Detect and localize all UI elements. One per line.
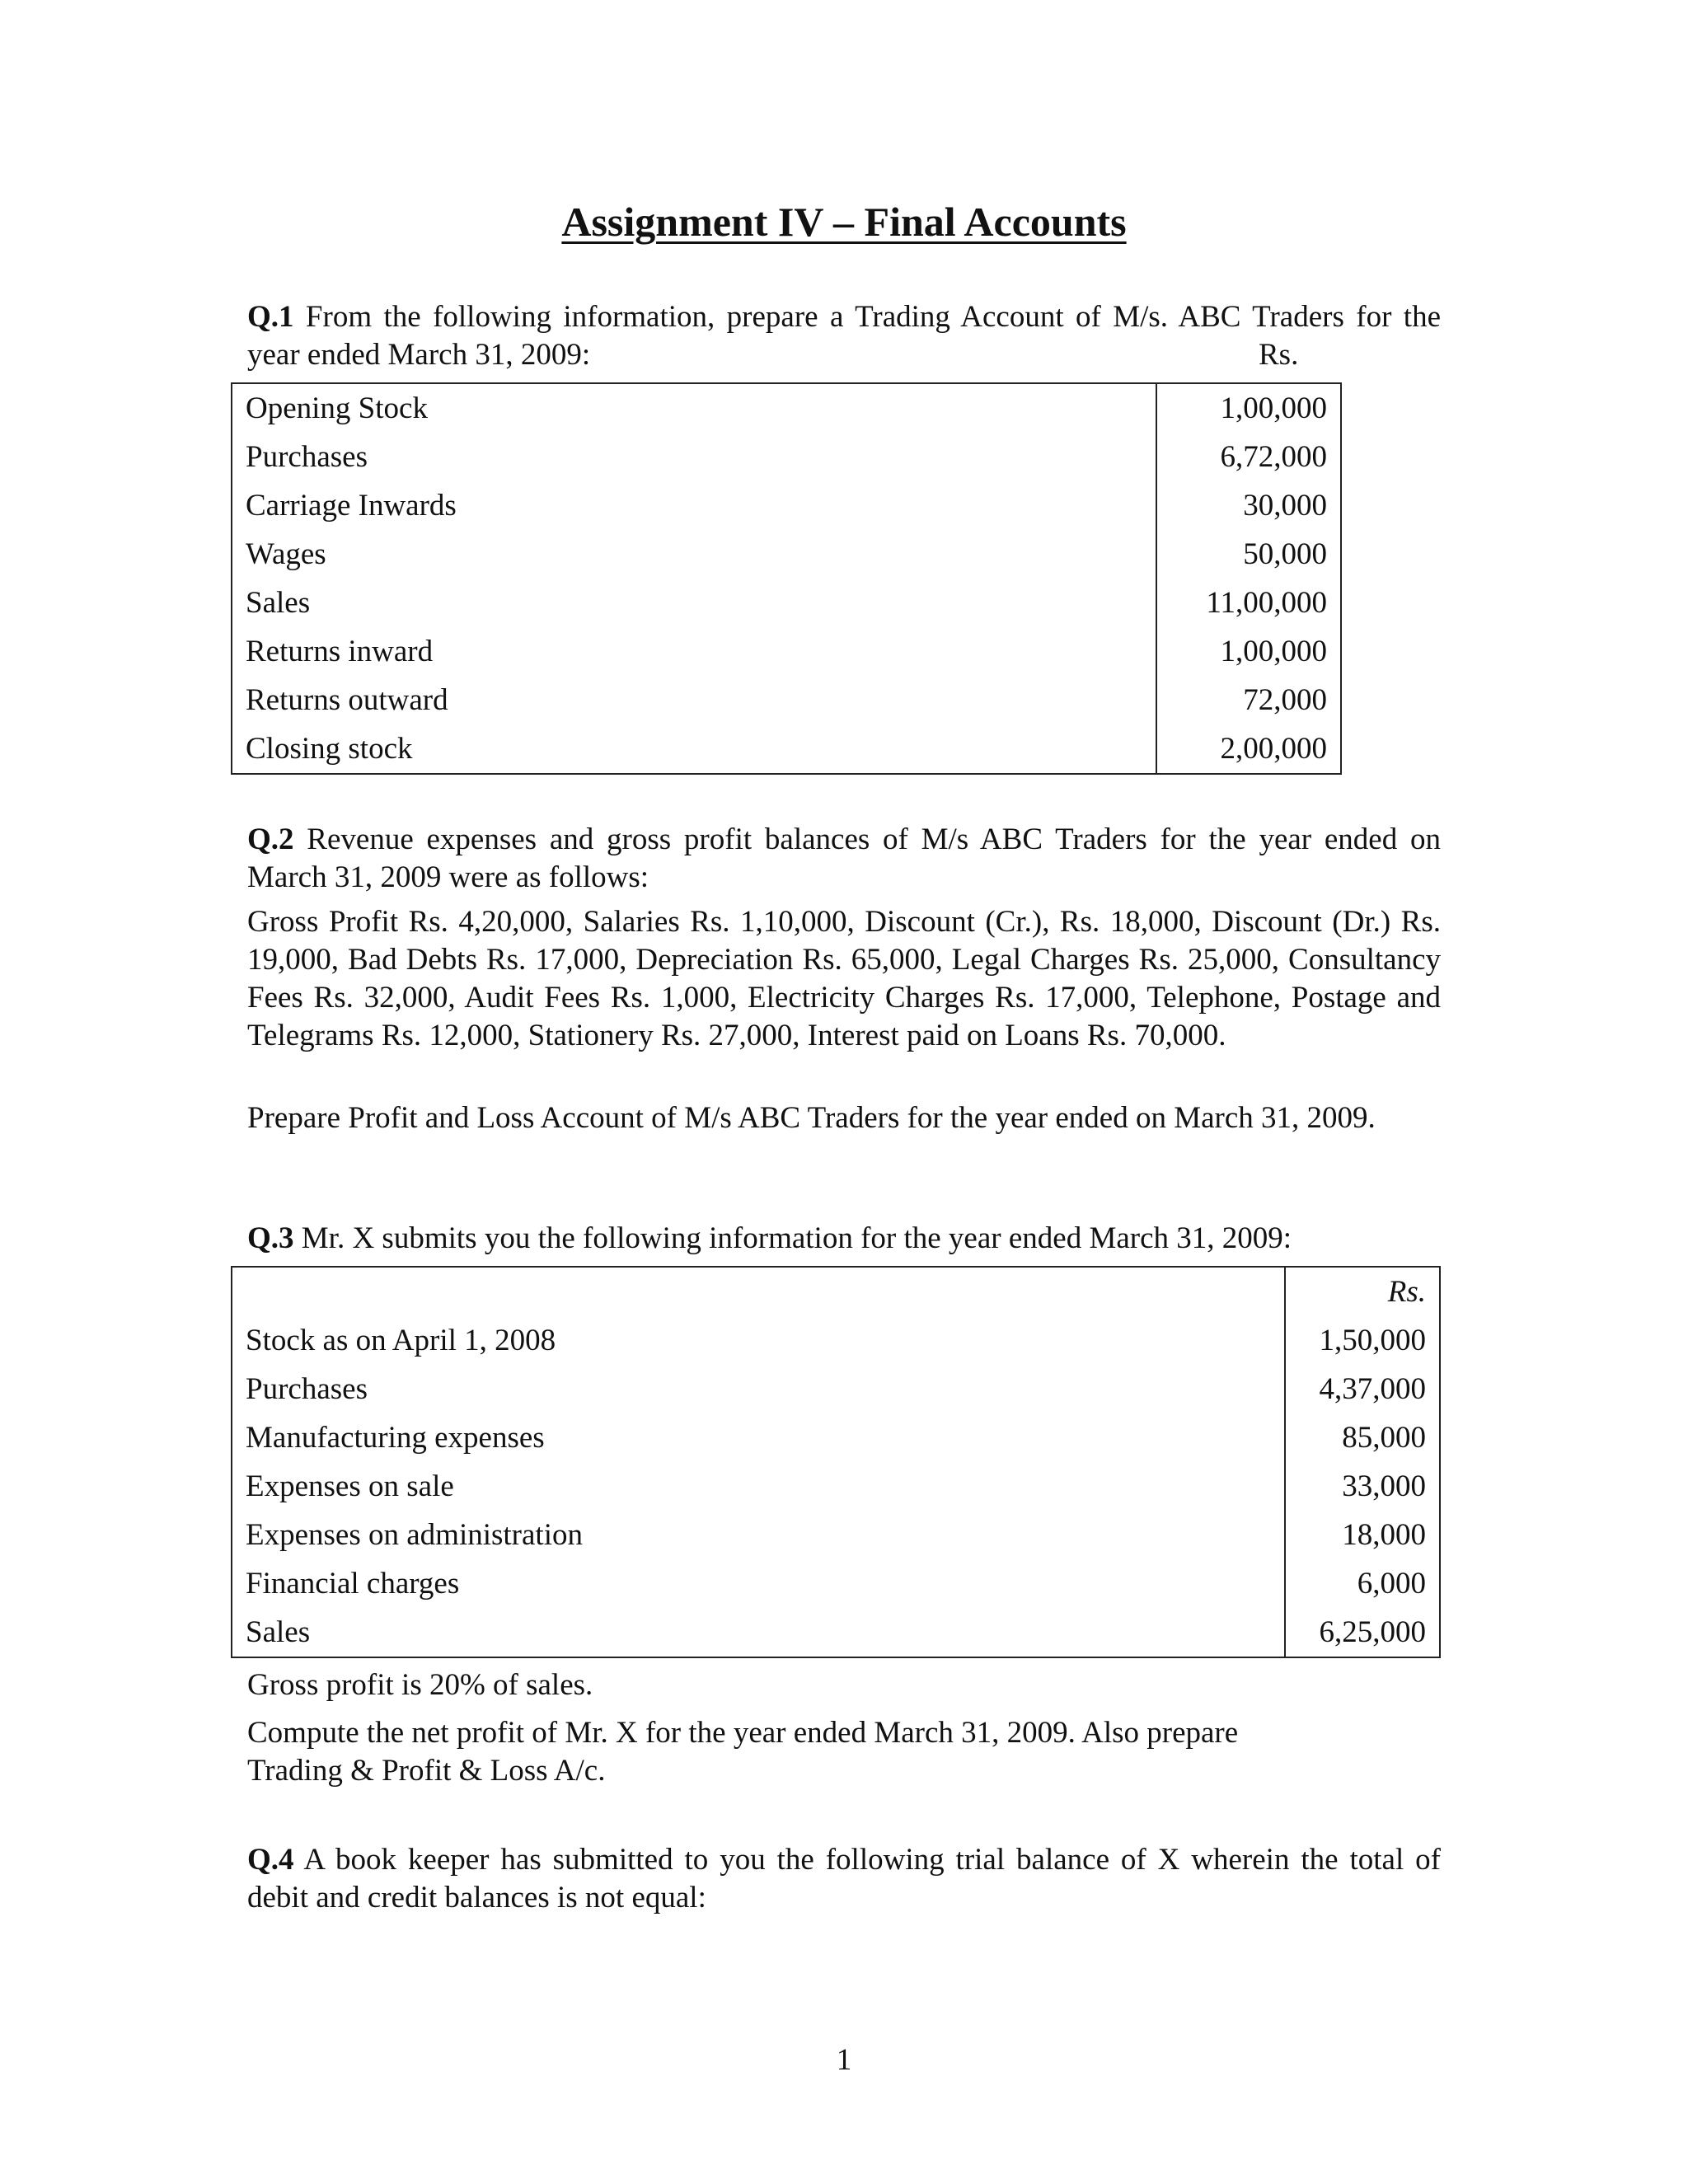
item-label: Returns inward [246, 635, 434, 668]
q3-table [231, 1266, 1441, 1658]
item-amount: 33,000 [1285, 1462, 1440, 1511]
item-amount: 11,00,000 [1156, 579, 1341, 627]
q1-currency-label: Rs. [1259, 338, 1299, 372]
q2-number: Q.2 [247, 823, 294, 856]
item-amount: 1,00,000 [1156, 627, 1341, 676]
q4-question [247, 1841, 1441, 1917]
item-amount: 1,00,000 [1156, 383, 1341, 433]
table-row [232, 433, 1341, 481]
item-amount: 6,72,000 [1156, 433, 1341, 481]
q3-currency-label: Rs. [1285, 1267, 1440, 1316]
page-number: 1 [836, 2043, 852, 2077]
item-label: Opening Stock [246, 391, 428, 425]
item-label: Stock as on April 1, 2008 [246, 1324, 556, 1357]
item-amount: 2,00,000 [1156, 724, 1341, 774]
table-row [232, 1462, 1440, 1511]
item-label: Returns outward [246, 683, 448, 717]
q3-instruction [247, 1714, 1441, 1790]
item-label: Closing stock [246, 732, 413, 766]
item-amount: 30,000 [1156, 481, 1341, 530]
q2-question [247, 821, 1441, 897]
table-row [232, 1316, 1440, 1365]
item-label: Sales [246, 1615, 311, 1649]
item-label: Carriage Inwards [246, 489, 457, 523]
item-amount: 50,000 [1156, 530, 1341, 579]
item-label: Financial charges [246, 1567, 460, 1601]
q3-question [247, 1220, 1441, 1258]
q3-number: Q.3 [247, 1221, 294, 1255]
table-row [232, 579, 1341, 627]
table-row [232, 1365, 1440, 1413]
q1-text: From the following information, prepare a Trading Account of M/s. ABC Traders for the year ended March 31, 2009: [247, 300, 1441, 372]
item-label: Expenses on administration [246, 1518, 583, 1552]
q3-instruction-line1: Compute the net profit of Mr. X for the year ended March 31, 2009. Also prepare [247, 1716, 1239, 1750]
q3-instruction-line2: Trading & Profit & Loss A/c. [247, 1754, 606, 1788]
table-row [232, 676, 1341, 724]
item-amount: 4,37,000 [1285, 1365, 1440, 1413]
table-row [232, 724, 1341, 774]
item-amount: 6,25,000 [1285, 1608, 1440, 1657]
q4-text: A book keeper has submitted to you the following trial balance of X wherein the total of debit and credit balances is not equal: [247, 1843, 1441, 1915]
q1-table-body [232, 383, 1341, 774]
page-title: Assignment IV – Final Accounts [561, 199, 1127, 245]
q1-number: Q.1 [247, 300, 294, 334]
q1-table [231, 382, 1342, 775]
q2-details: Gross Profit Rs. 4,20,000, Salaries Rs. 1,10,000, Discount (Cr.), Rs. 18,000, Discount (Dr.) Rs. 19,000, Bad Debts Rs. 17,000, Depreciation Rs. 65,000, Legal Charges Rs. 25,000, Consultancy Fees Rs. 32,000, Audit Fees Rs. 1,000, Electricity Charges Rs. 17,000, Telephone, Postage and Telegrams Rs. 12,000, Stationery Rs. 27,000, Interest paid on Loans Rs. 70,000. [247, 905, 1441, 1052]
table-row [232, 481, 1341, 530]
q3-table-body [232, 1267, 1440, 1657]
q4-number: Q.4 [247, 1843, 294, 1877]
table-row [232, 1511, 1440, 1559]
item-amount: 1,50,000 [1285, 1316, 1440, 1365]
q2-instruction: Prepare Profit and Loss Account of M/s ABC Traders for the year ended on March 31, 2009. [247, 1101, 1376, 1135]
item-label: Purchases [246, 440, 368, 474]
item-label: Expenses on sale [246, 1469, 454, 1503]
q2-intro: Revenue expenses and gross profit balances of M/s ABC Traders for the year ended on March 31, 2009 were as follows: [247, 823, 1441, 894]
q3-note: Gross profit is 20% of sales. [247, 1668, 593, 1702]
item-label: Purchases [246, 1372, 368, 1406]
item-amount: 6,000 [1285, 1559, 1440, 1608]
q3-text: Mr. X submits you the following information for the year ended March 31, 2009: [293, 1221, 1292, 1255]
table-row [232, 1608, 1440, 1657]
item-label: Manufacturing expenses [246, 1421, 545, 1455]
q3-table-header-row [232, 1267, 1440, 1316]
item-label: Sales [246, 586, 311, 620]
item-label: Wages [246, 537, 326, 571]
item-amount: 18,000 [1285, 1511, 1440, 1559]
item-amount: 85,000 [1285, 1413, 1440, 1462]
table-row [232, 530, 1341, 579]
table-row [232, 383, 1341, 433]
table-row [232, 627, 1341, 676]
table-row [232, 1559, 1440, 1608]
item-amount: 72,000 [1156, 676, 1341, 724]
table-row [232, 1413, 1440, 1462]
